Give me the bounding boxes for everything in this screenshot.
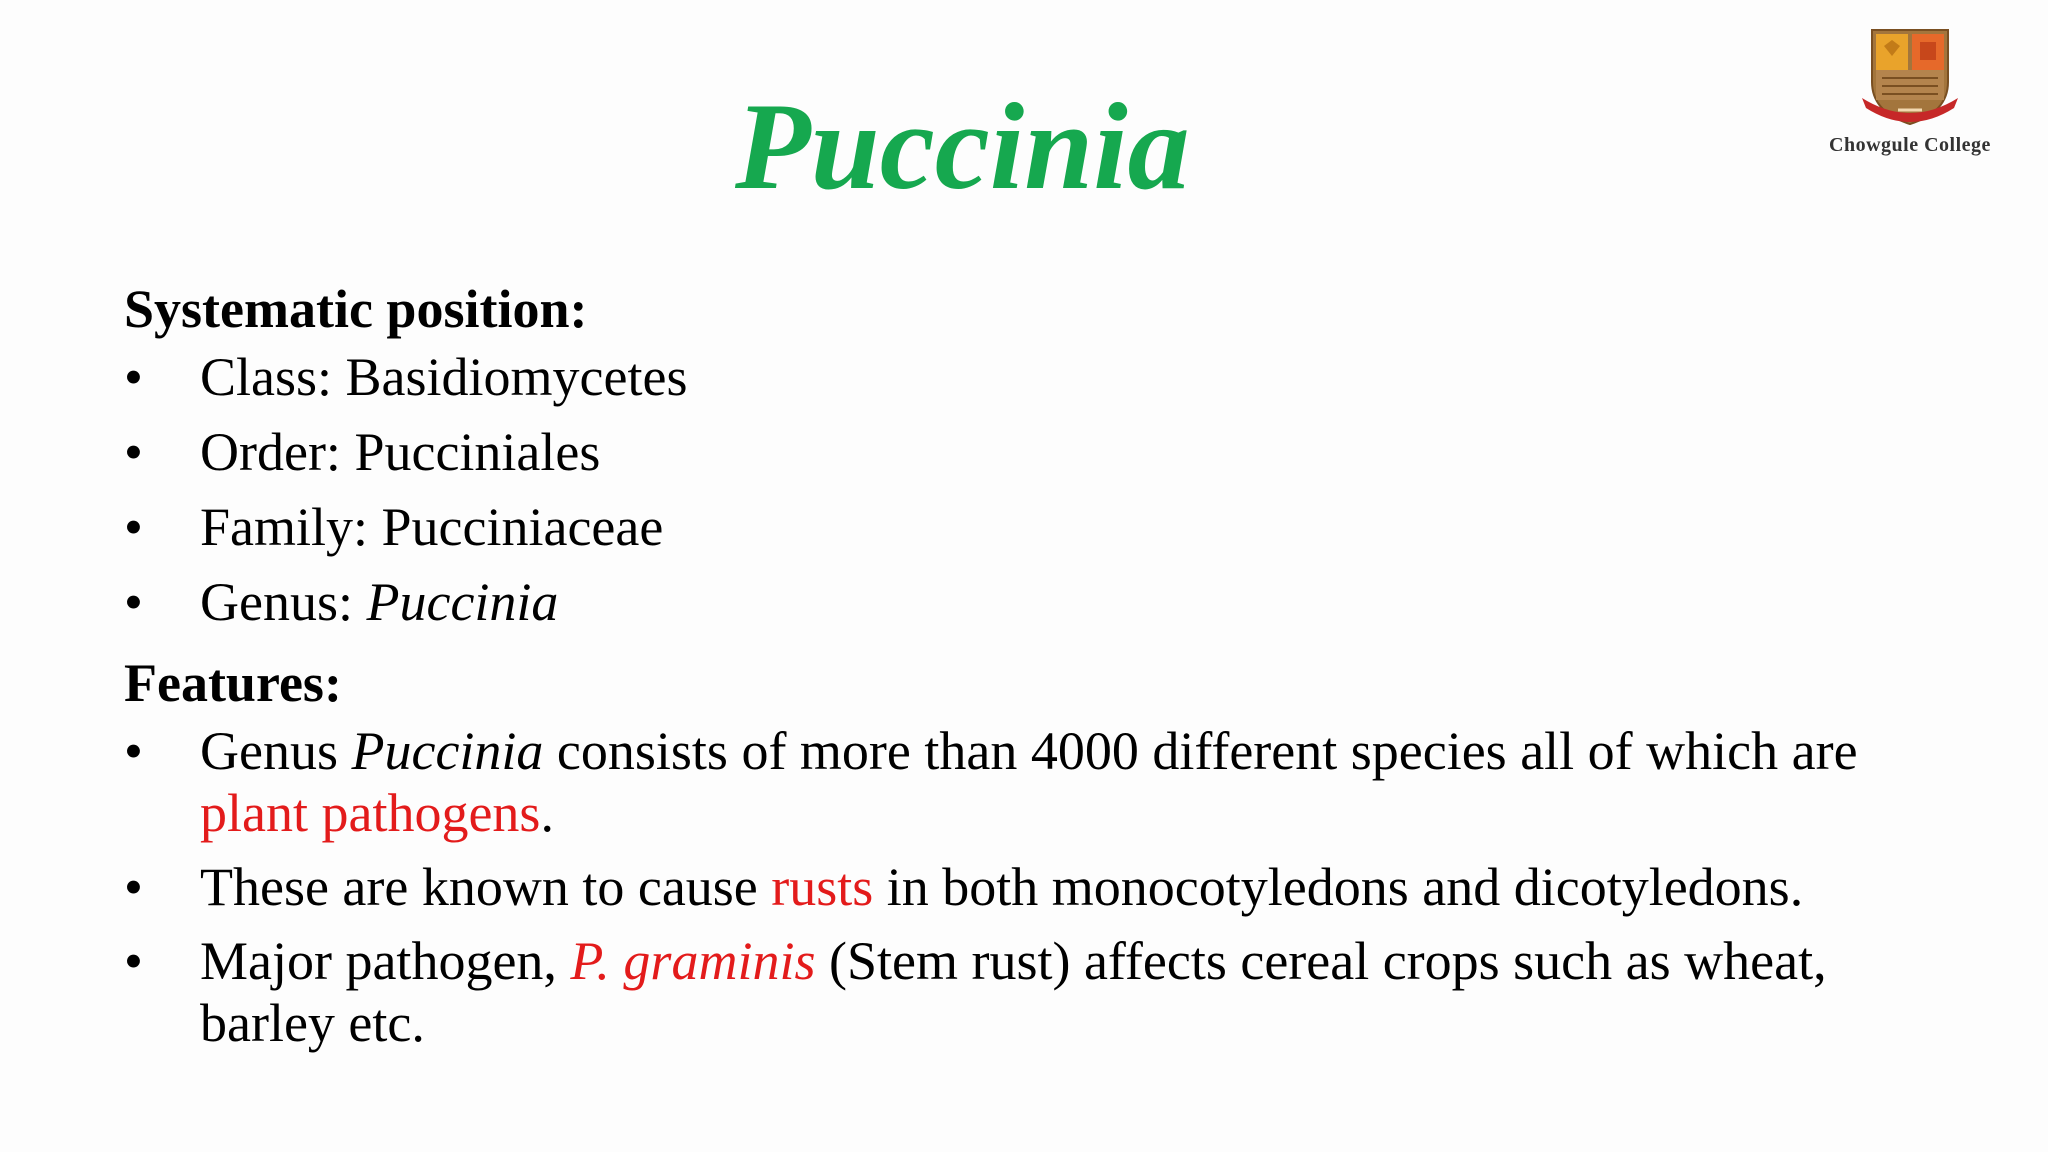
highlight-plant-pathogens: plant pathogens bbox=[200, 783, 541, 843]
item-label: Genus: bbox=[200, 572, 367, 632]
bullet: • bbox=[124, 347, 143, 407]
item-label: Order: bbox=[200, 422, 355, 482]
feature-item-graminis bbox=[124, 930, 1924, 1054]
item-value: Basidiomycetes bbox=[345, 347, 688, 407]
features-list bbox=[124, 720, 1924, 1054]
list-item-genus bbox=[124, 571, 1924, 633]
item-label: Class: bbox=[200, 347, 346, 407]
features-heading: Features: bbox=[124, 653, 342, 713]
feature-text: (Stem rust) affects cereal crops such as wheat, barley etc. bbox=[200, 931, 1827, 1053]
feature-item-rusts bbox=[124, 856, 1924, 918]
systematic-list bbox=[124, 346, 1924, 633]
highlight-rusts: rusts bbox=[771, 857, 874, 917]
bullet: • bbox=[124, 497, 143, 557]
list-item-order bbox=[124, 421, 1924, 483]
logo-label: Chowgule College bbox=[1829, 134, 1991, 156]
college-crest-icon bbox=[1858, 24, 1962, 136]
feature-text: in both monocotyledons and dicotyledons. bbox=[873, 857, 1804, 917]
bullet: • bbox=[124, 931, 143, 991]
list-item-family bbox=[124, 496, 1924, 558]
bullet: • bbox=[124, 721, 143, 781]
feature-text: . bbox=[540, 783, 554, 843]
feature-text: These are known to cause bbox=[200, 857, 772, 917]
slide-body bbox=[124, 272, 1924, 1066]
feature-text: consists of more than 4000 different species all of which are bbox=[543, 721, 1858, 781]
genus-name: Puccinia bbox=[351, 721, 544, 781]
list-item-class bbox=[124, 346, 1924, 408]
systematic-heading: Systematic position: bbox=[124, 279, 588, 339]
feature-item-species bbox=[124, 720, 1924, 844]
feature-text: Genus bbox=[200, 721, 352, 781]
bullet: • bbox=[124, 572, 143, 632]
slide-title: Puccinia bbox=[735, 78, 1190, 215]
item-value: Pucciniaceae bbox=[381, 497, 664, 557]
item-value: Puccinia bbox=[366, 572, 559, 632]
feature-text: Major pathogen, bbox=[200, 931, 571, 991]
item-value: Pucciniales bbox=[354, 422, 601, 482]
college-logo bbox=[1790, 24, 2030, 164]
bullet: • bbox=[124, 857, 143, 917]
bullet: • bbox=[124, 422, 143, 482]
highlight-species-name: P. graminis bbox=[570, 931, 816, 991]
item-label: Family: bbox=[200, 497, 382, 557]
